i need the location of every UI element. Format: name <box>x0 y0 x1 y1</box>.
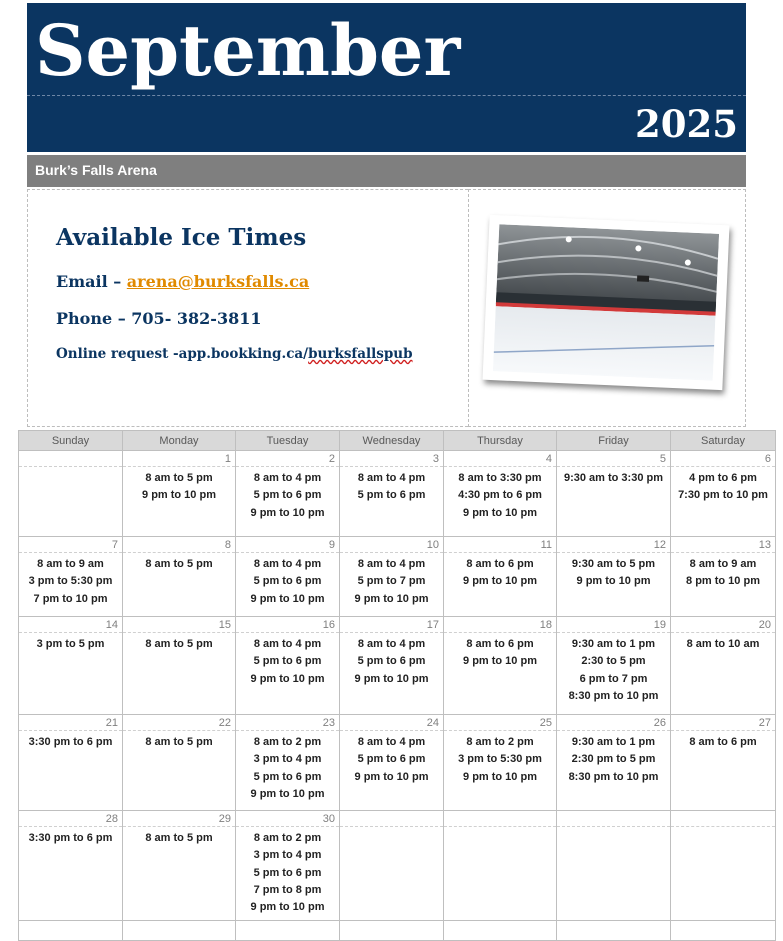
day-number-row <box>19 715 776 731</box>
day-number: 15 <box>123 617 236 633</box>
ice-time-slot: 9 pm to 10 pm <box>354 672 429 685</box>
day-cell <box>236 553 340 617</box>
contact-info-box <box>27 189 468 427</box>
day-cell <box>340 467 444 537</box>
day-number: 1 <box>123 451 236 467</box>
online-label: Online request - <box>56 346 179 362</box>
ice-time-slot: 9 pm to 10 pm <box>250 592 325 605</box>
ice-time-slot: 9 pm to 10 pm <box>250 672 325 685</box>
calendar-tail-row <box>19 921 776 941</box>
ice-time-slot: 5 pm to 6 pm <box>253 575 322 588</box>
ice-time-slot: 8 am to 6 pm <box>466 558 534 570</box>
ice-time-slot: 7 pm to 8 pm <box>253 883 322 896</box>
calendar-grid <box>18 430 776 941</box>
day-cell <box>671 827 776 921</box>
day-number: 5 <box>557 451 671 467</box>
facility-bar <box>27 155 746 187</box>
ice-time-slot: 8:30 pm to 10 pm <box>568 689 659 702</box>
ice-time-slot: 9 pm to 10 pm <box>576 575 651 588</box>
day-number: 17 <box>340 617 444 633</box>
email-label: Email – <box>56 272 127 291</box>
day-number: 2 <box>236 451 340 467</box>
day-cell <box>19 553 123 617</box>
ice-time-slot: 3 pm to 5 pm <box>36 638 105 650</box>
weekday-sunday: Sunday <box>19 431 123 451</box>
day-cell <box>557 827 671 921</box>
ice-time-slot: 3 pm to 4 pm <box>253 753 322 766</box>
ice-time-slot: 5 pm to 6 pm <box>357 489 426 502</box>
day-cell <box>340 731 444 811</box>
day-cell <box>236 633 340 715</box>
ice-time-slot: 5 pm to 6 pm <box>253 770 322 783</box>
day-number: 13 <box>671 537 776 553</box>
email-link[interactable]: arena@burksfalls.ca <box>126 272 310 291</box>
ice-time-slot: 9 pm to 10 pm <box>250 901 325 914</box>
day-cell <box>340 633 444 715</box>
info-title: Available Ice Times <box>56 224 307 251</box>
weekday-tuesday: Tuesday <box>236 431 340 451</box>
empty-cell <box>444 921 557 941</box>
day-cell <box>444 633 557 715</box>
day-cell <box>671 467 776 537</box>
day-number: 28 <box>19 811 123 827</box>
online-url-b: burksfallspub <box>308 346 413 362</box>
header-banner <box>27 3 746 152</box>
ice-time-slot: 8 am to 9 am <box>689 558 757 570</box>
ice-times-row <box>19 633 776 715</box>
ice-time-slot: 9 pm to 10 pm <box>354 770 429 783</box>
empty-cell <box>340 921 444 941</box>
day-number <box>444 811 557 827</box>
ice-time-slot: 8 am to 4 pm <box>357 736 426 748</box>
day-cell <box>123 633 236 715</box>
ice-time-slot: 9 pm to 10 pm <box>142 489 216 502</box>
ice-time-slot: 5 pm to 6 pm <box>357 655 426 668</box>
day-number: 6 <box>671 451 776 467</box>
ice-time-slot: 8 am to 5 pm <box>145 832 213 844</box>
day-cell <box>557 553 671 617</box>
ice-time-slot: 3:30 pm to 6 pm <box>28 832 113 844</box>
ice-times-row <box>19 731 776 811</box>
day-cell <box>236 731 340 811</box>
ice-time-slot: 5 pm to 6 pm <box>253 489 322 502</box>
weekday-monday: Monday <box>123 431 236 451</box>
online-url-a: app.bookking.ca/ <box>178 346 309 362</box>
day-cell <box>557 731 671 811</box>
facility-name: Burk’s Falls Arena <box>35 162 157 178</box>
day-number: 24 <box>340 715 444 731</box>
ice-time-slot: 8 am to 2 pm <box>466 736 534 748</box>
empty-cell <box>557 921 671 941</box>
ice-time-slot: 4 pm to 6 pm <box>689 472 757 484</box>
ice-time-slot: 8 am to 4 pm <box>253 472 322 484</box>
day-cell <box>557 467 671 537</box>
weekday-header-row <box>19 431 776 451</box>
ice-time-slot: 9:30 am to 3:30 pm <box>563 472 664 484</box>
ice-time-slot: 5 pm to 6 pm <box>253 655 322 668</box>
ice-time-slot: 8 am to 3:30 pm <box>458 472 542 484</box>
day-number: 26 <box>557 715 671 731</box>
day-number <box>340 811 444 827</box>
ice-time-slot: 7:30 pm to 10 pm <box>678 489 768 502</box>
day-number: 8 <box>123 537 236 553</box>
day-number: 4 <box>444 451 557 467</box>
weekday-friday: Friday <box>557 431 671 451</box>
ice-time-slot: 9 pm to 10 pm <box>463 655 537 668</box>
weekday-thursday: Thursday <box>444 431 557 451</box>
ice-time-slot: 8:30 pm to 10 pm <box>568 770 659 783</box>
day-cell <box>340 553 444 617</box>
ice-time-slot: 5 pm to 6 pm <box>253 866 322 879</box>
day-number: 25 <box>444 715 557 731</box>
ice-time-slot: 9 pm to 10 pm <box>463 506 537 519</box>
day-cell <box>236 827 340 921</box>
ice-time-slot: 9:30 am to 5 pm <box>571 558 656 570</box>
day-cell <box>123 467 236 537</box>
day-cell <box>444 553 557 617</box>
ice-time-slot: 8 am to 5 pm <box>145 638 213 650</box>
ice-time-slot: 3 pm to 5:30 pm <box>458 753 542 766</box>
day-number: 22 <box>123 715 236 731</box>
email-line <box>56 272 309 291</box>
ice-time-slot: 3 pm to 4 pm <box>253 849 322 862</box>
ice-time-slot: 3:30 pm to 6 pm <box>28 736 113 748</box>
day-cell <box>340 827 444 921</box>
ice-time-slot: 9 pm to 10 pm <box>463 770 537 783</box>
day-cell <box>19 827 123 921</box>
ice-time-slot: 8 am to 5 pm <box>145 736 213 748</box>
ice-time-slot: 8 am to 4 pm <box>357 472 426 484</box>
day-number: 16 <box>236 617 340 633</box>
day-number: 20 <box>671 617 776 633</box>
ice-time-slot: 6 pm to 7 pm <box>579 672 648 685</box>
empty-cell <box>671 921 776 941</box>
ice-time-slot: 3 pm to 5:30 pm <box>28 575 113 588</box>
day-number: 27 <box>671 715 776 731</box>
day-cell <box>19 467 123 537</box>
ice-time-slot: 8 am to 6 pm <box>689 736 757 748</box>
ice-times-row <box>19 827 776 921</box>
day-number: 30 <box>236 811 340 827</box>
online-request-line <box>56 346 413 362</box>
day-number: 12 <box>557 537 671 553</box>
ice-time-slot: 4:30 pm to 6 pm <box>458 489 542 502</box>
ice-time-slot: 8 am to 4 pm <box>357 558 426 570</box>
day-number: 14 <box>19 617 123 633</box>
year-title: 2025 <box>635 102 738 146</box>
day-number-row <box>19 811 776 827</box>
ice-time-slot: 8 am to 4 pm <box>253 558 322 570</box>
photo-box <box>468 189 746 427</box>
banner-divider <box>27 95 746 96</box>
ice-time-slot: 8 am to 5 pm <box>145 472 213 484</box>
day-number: 10 <box>340 537 444 553</box>
day-number <box>671 811 776 827</box>
day-cell <box>557 633 671 715</box>
ice-time-slot: 8 am to 4 pm <box>357 638 426 650</box>
day-cell <box>123 827 236 921</box>
ice-time-slot: 9:30 am to 1 pm <box>571 736 656 748</box>
day-number: 18 <box>444 617 557 633</box>
day-number-row <box>19 537 776 553</box>
day-cell <box>236 467 340 537</box>
ice-time-slot: 9 pm to 10 pm <box>250 506 325 519</box>
weekday-wednesday: Wednesday <box>340 431 444 451</box>
ice-rink-photo-icon <box>493 224 719 380</box>
ice-time-slot: 9 pm to 10 pm <box>250 787 325 800</box>
ice-time-slot: 9:30 am to 1 pm <box>571 638 656 650</box>
day-number <box>557 811 671 827</box>
ice-time-slot: 8 am to 6 pm <box>466 638 534 650</box>
ice-time-slot: 8 am to 5 pm <box>145 558 213 570</box>
phone-line: Phone – 705- 382-3811 <box>56 309 262 328</box>
day-number: 23 <box>236 715 340 731</box>
day-cell <box>671 553 776 617</box>
day-cell <box>19 731 123 811</box>
ice-times-row <box>19 467 776 537</box>
ice-time-slot: 8 am to 4 pm <box>253 638 322 650</box>
ice-time-slot: 5 pm to 6 pm <box>357 753 426 766</box>
day-number: 29 <box>123 811 236 827</box>
day-number: 11 <box>444 537 557 553</box>
ice-time-slot: 9 pm to 10 pm <box>463 575 537 588</box>
ice-time-slot: 8 am to 2 pm <box>253 832 322 844</box>
day-cell <box>444 827 557 921</box>
ice-time-slot: 7 pm to 10 pm <box>33 592 108 605</box>
ice-time-slot: 9 pm to 10 pm <box>354 592 429 605</box>
day-cell <box>444 731 557 811</box>
month-title: September <box>35 9 461 92</box>
ice-times-row <box>19 553 776 617</box>
empty-cell <box>123 921 236 941</box>
day-cell <box>671 731 776 811</box>
day-cell <box>671 633 776 715</box>
day-cell <box>444 467 557 537</box>
ice-time-slot: 8 pm to 10 pm <box>686 575 760 588</box>
day-number: 3 <box>340 451 444 467</box>
ice-rink-photo <box>483 215 730 390</box>
ice-time-slot: 8 am to 10 am <box>686 638 760 650</box>
ice-time-slot: 8 am to 2 pm <box>253 736 322 748</box>
day-number-row <box>19 451 776 467</box>
day-number: 7 <box>19 537 123 553</box>
day-number-row <box>19 617 776 633</box>
ice-time-slot: 8 am to 9 am <box>37 558 104 570</box>
empty-cell <box>19 921 123 941</box>
day-cell <box>123 731 236 811</box>
empty-cell <box>236 921 340 941</box>
ice-time-slot: 2:30 pm to 5 pm <box>571 753 656 766</box>
ice-time-slot: 2:30 to 5 pm <box>581 655 646 668</box>
day-number <box>19 451 123 467</box>
day-number: 21 <box>19 715 123 731</box>
day-number: 9 <box>236 537 340 553</box>
weekday-saturday: Saturday <box>671 431 776 451</box>
day-cell <box>19 633 123 715</box>
day-number: 19 <box>557 617 671 633</box>
day-cell <box>123 553 236 617</box>
ice-time-slot: 5 pm to 7 pm <box>357 575 426 588</box>
